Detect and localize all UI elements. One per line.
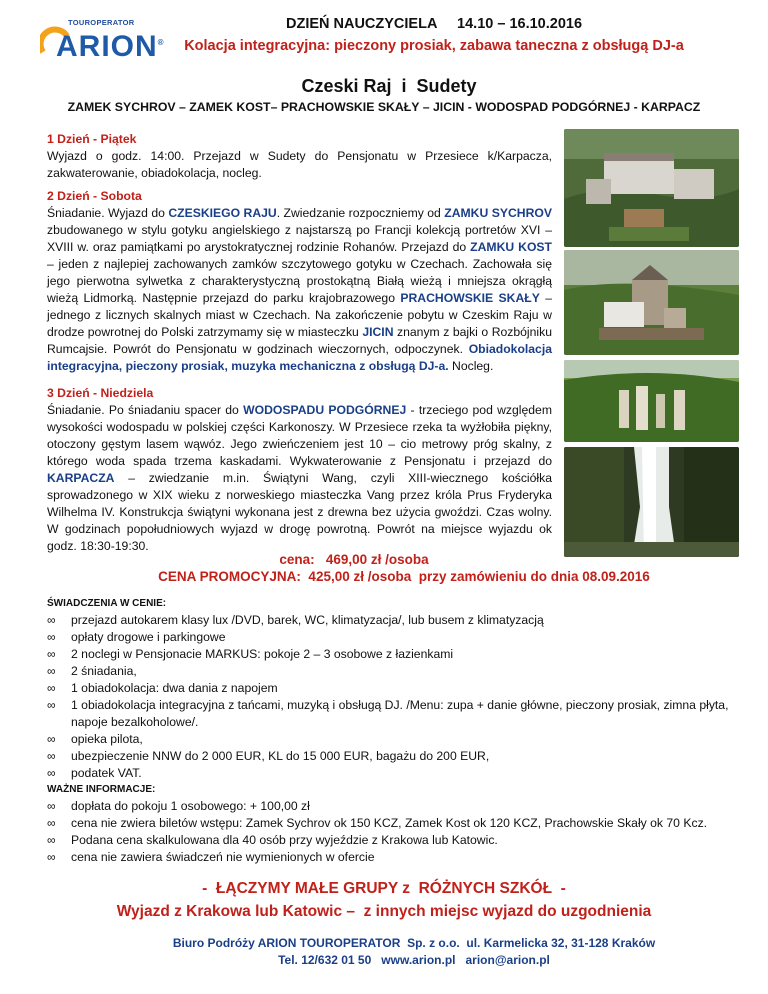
price-promo: CENA PROMOCYJNA: 425,00 zł /osoba przy zamówieniu do dnia 08.09.2016	[158, 569, 650, 584]
body-text: Śniadanie. Wyjazd do	[47, 206, 169, 220]
price-regular: cena: 469,00 zł /osoba	[279, 552, 429, 567]
body-text: – zwiedzanie m.in. Świątyni Wang, czyli XIII-wiecznego kościółka sprowadzonego w XIX wieku z norweskiego miasteczka Vang przez króla Prus Fryderyka Wilhelma IV. Konstrukcja świątyni wykonana jest z drewna bez użycia gwoździ. Czas wolny. W godzinach popołudniowych wyjazd w drogę powrotną. Powrót na miejsce wyjazdu ok godz. 18:30-19:30.	[47, 471, 552, 553]
infinity-bullet-icon: ∞	[47, 732, 56, 746]
list-item-text: 2 śniadania,	[71, 664, 137, 678]
infinity-bullet-icon: ∞	[47, 766, 56, 780]
highlight-text: PRACHOWSKIE SKAŁY	[400, 291, 540, 305]
day-description	[47, 402, 552, 555]
infinity-bullet-icon: ∞	[47, 664, 56, 678]
list-item	[47, 849, 737, 866]
list-item	[47, 680, 737, 697]
infinity-bullet-icon: ∞	[47, 816, 56, 830]
day-title: 1 Dzień - Piątek	[47, 132, 137, 146]
list-item	[47, 798, 737, 815]
body-text: – jeden z najlepiej zachowanych zamków szczytowego gotyku w Czechach. Zachowała się jego pierwotna sylwetka z charakterystyczną prostokątną Białą wieżą i mniejsza okrągłą wieżą Lidmorką. Następnie przejazd do parku krajobrazowego	[47, 257, 552, 305]
highlight-text: JICIN	[362, 325, 394, 339]
body-text: - trzeciego pod względem wysokości wodospadu w polskiej części Karkonoszy. W Przesiece rzeka ta wyżłobiła piękny, otoczony gęstym lasem wąwóz. Jego zwieńczeniem jest 10 – cio metrowy próg skalny, z którego woda spada trzema kaskadami. Wykwaterowanie z Pensjonatu i przejazd do	[47, 403, 552, 468]
footer-contact: Tel. 12/632 01 50 www.arion.pl arion@arion.pl	[278, 953, 550, 967]
list-item-text: podatek VAT.	[71, 766, 142, 780]
trip-route: ZAMEK SYCHROV – ZAMEK KOST– PRACHOWSKIE SKAŁY – JICIN - WODOSPAD PODGÓRNEJ - KARPACZ	[67, 100, 701, 114]
infinity-bullet-icon: ∞	[47, 681, 56, 695]
highlight-text: KARPACZA	[47, 471, 115, 485]
day-title: 3 Dzień - Niedziela	[47, 386, 154, 400]
included-list	[47, 612, 737, 782]
list-item	[47, 748, 737, 765]
body-text: Wyjazd o godz. 14:00. Przejazd w Sudety do Pensjonatu w Przesiece k/Karpacza, zakwaterowanie, obiadokolacja, nocleg.	[47, 149, 552, 180]
list-item	[47, 731, 737, 748]
list-item-text: 1 obiadokolacja: dwa dania z napojem	[71, 681, 278, 695]
list-item-text: cena nie zawiera świadczeń nie wymienionych w ofercie	[71, 850, 375, 864]
kost-castle-photo	[564, 250, 739, 355]
info-list	[47, 798, 737, 866]
list-item	[47, 765, 737, 782]
logo-wordmark: ARION®	[56, 30, 165, 63]
day-description	[47, 205, 552, 375]
list-item	[47, 663, 737, 680]
included-title: ŚWIADCZENIA W CENIE:	[47, 598, 167, 609]
trip-title: Czeski Raj i Sudety	[301, 76, 477, 96]
infinity-bullet-icon: ∞	[47, 799, 56, 813]
body-text: . Zwiedzanie rozpoczniemy od	[276, 206, 445, 220]
highlight-text: WODOSPADU PODGÓRNEJ	[243, 403, 407, 417]
list-item	[47, 646, 737, 663]
list-item-text: ubezpieczenie NNW do 2 000 EUR, KL do 15 000 EUR, bagażu do 200 EUR,	[71, 749, 490, 763]
body-text: Śniadanie. Po śniadaniu spacer do	[47, 403, 244, 417]
waterfall-photo	[564, 447, 739, 557]
day-3	[47, 385, 552, 555]
infinity-bullet-icon: ∞	[47, 749, 56, 763]
list-item-text: opieka pilota,	[71, 732, 143, 746]
list-item	[47, 815, 737, 832]
highlight-text: Obiadokolacja integracyjna, pieczony prosiak, muzyka mechaniczna z obsługą DJ-a.	[47, 342, 552, 373]
body-text: Nocleg.	[448, 359, 494, 373]
list-item	[47, 612, 737, 629]
infinity-bullet-icon: ∞	[47, 630, 56, 644]
logo-subtitle: TOUROPERATOR	[68, 18, 135, 27]
list-item-text: 2 noclegi w Pensjonacie MARKUS: pokoje 2 – 3 osobowe z łazienkami	[71, 647, 454, 661]
event-subtitle: Kolacja integracyjna: pieczony prosiak, zabawa taneczna z obsługą DJ-a	[184, 38, 684, 54]
list-item	[47, 629, 737, 646]
list-item	[47, 697, 737, 731]
infinity-bullet-icon: ∞	[47, 613, 56, 627]
body-text: – jednego z licznych skalnych miast w Czechach. Na zakończenie pobytu w Czeskim Raju w drodze powrotnej do Polski zatrzymamy się w miasteczku	[47, 291, 552, 339]
highlight-text: ZAMKU SYCHROV	[444, 206, 552, 220]
infinity-bullet-icon: ∞	[47, 850, 56, 864]
day-description	[47, 148, 552, 182]
footer-address: Biuro Podróży ARION TOUROPERATOR Sp. z o.o. ul. Karmelicka 32, 31-128 Kraków	[172, 936, 656, 950]
infinity-bullet-icon: ∞	[47, 698, 56, 712]
slogan-groups: - ŁĄCZYMY MAŁE GRUPY z RÓŻNYCH SZKÓŁ -	[202, 880, 566, 897]
day-1	[47, 131, 552, 182]
list-item-text: przejazd autokarem klasy lux /DVD, barek, WC, klimatyzacja/, lub busem z klimatyzacją	[71, 613, 544, 627]
day-2	[47, 188, 552, 375]
list-item-text: opłaty drogowe i parkingowe	[71, 630, 226, 644]
list-item-text: cena nie zwiera biletów wstępu: Zamek Sychrov ok 150 KCZ, Zamek Kost ok 120 KCZ, Prachowskie Skały ok 70 Kcz.	[71, 816, 708, 830]
highlight-text: CZESKIEGO RAJU	[168, 206, 277, 220]
sychrov-castle-photo	[564, 129, 739, 247]
infinity-bullet-icon: ∞	[47, 647, 56, 661]
list-item	[47, 832, 737, 849]
list-item-text: 1 obiadokolacja integracyjna z tańcami, muzyką i obsługą DJ. /Menu: zupa + danie główne, pieczony prosiak, zimna płyta, napoje bezalkoholowe/.	[71, 698, 729, 729]
info-title: WAŻNE INFORMACJE:	[47, 784, 156, 795]
list-item-text: Podana cena skalkulowana dla 40 osób przy wyjeździe z Krakowa lub Katowic.	[71, 833, 498, 847]
body-text: znanym z bajki o Rozbójniku Rumcajsie. Powrót do Pensjonatu w godzinach wieczornych, odpoczynek.	[47, 325, 552, 356]
highlight-text: ZAMKU KOST	[470, 240, 553, 254]
event-title: DZIEŃ NAUCZYCIELA 14.10 – 16.10.2016	[285, 16, 583, 32]
prachov-rocks-photo	[564, 360, 739, 442]
list-item-text: dopłata do pokoju 1 osobowego: + 100,00 zł	[71, 799, 310, 813]
slogan-departure: Wyjazd z Krakowa lub Katowic – z innych miejsc wyjazd do uzgodnienia	[116, 903, 652, 920]
body-text: zbudowanego w stylu gotyku angielskiego z najstarszą po Francji kolekcją portretów XVI – XVIII w. oraz pamiątkami po arystokratycznej rodzinie Rohanów. Przejazd do	[47, 223, 552, 254]
infinity-bullet-icon: ∞	[47, 833, 56, 847]
day-title: 2 Dzień - Sobota	[47, 189, 142, 203]
